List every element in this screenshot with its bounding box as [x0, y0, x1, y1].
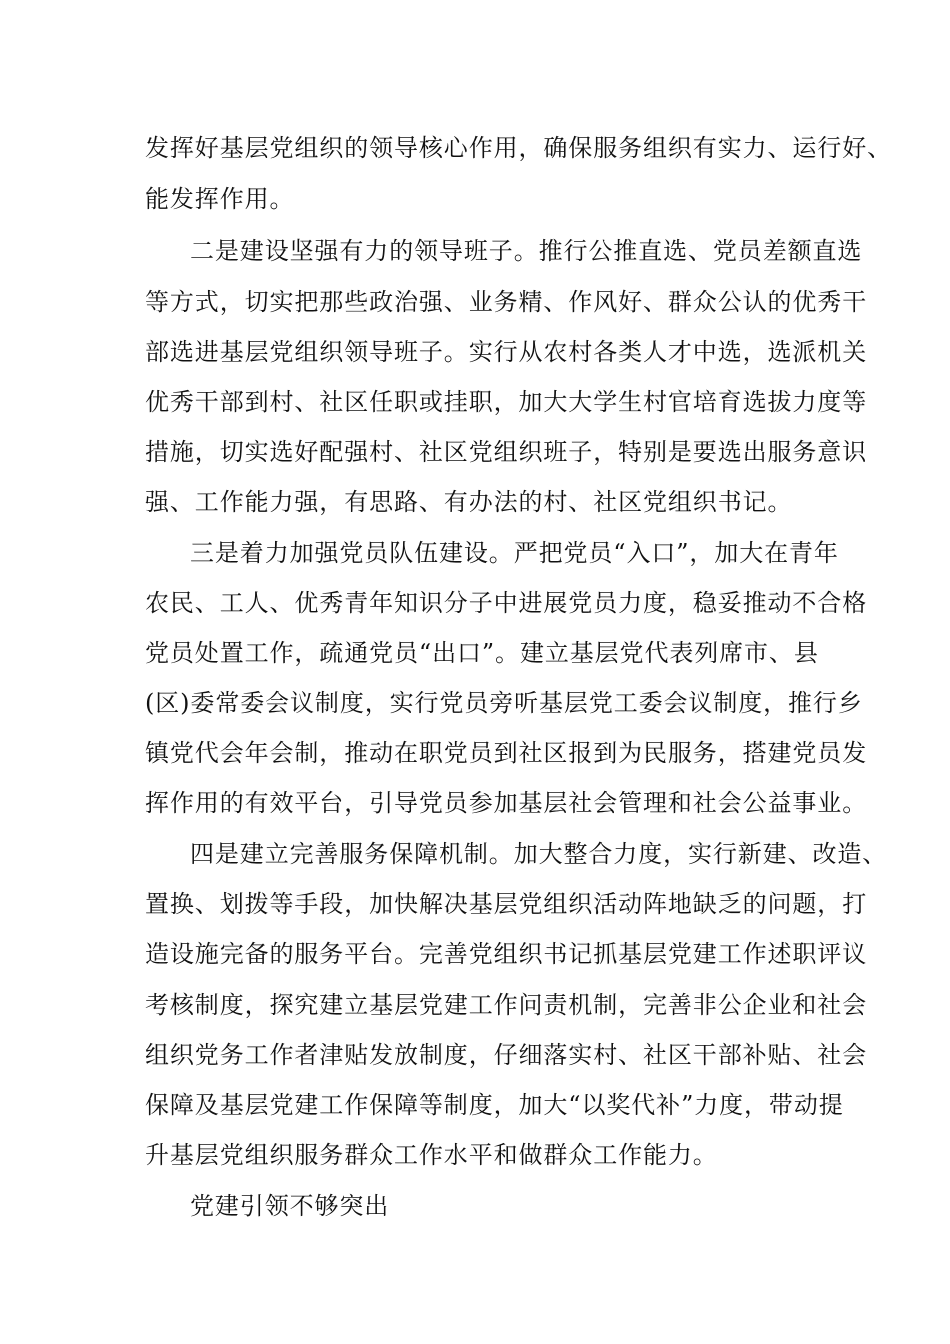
text-line: 党员处置工作，疏通党员“出口”。建立基层党代表列席市、县 [145, 639, 819, 667]
section-heading: 党建引领不够突出 [190, 1192, 390, 1220]
text-line: 镇党代会年会制，推动在职党员到社区报到为民服务，搭建党员发 [145, 739, 868, 767]
text-line: 能发挥作用。 [145, 185, 295, 213]
text-line: 发挥好基层党组织的领导核心作用，确保服务组织有实力、运行好、 [145, 134, 892, 162]
text-line: 保障及基层党建工作保障等制度，加大“以奖代补”力度，带动提 [145, 1091, 844, 1119]
text-line: 优秀干部到村、社区任职或挂职，加大大学生村官培育选拔力度等 [145, 388, 868, 416]
text-line: 组织党务工作者津贴发放制度，仔细落实村、社区干部补贴、社会 [145, 1041, 868, 1069]
paragraph-3-start: 三是着力加强党员队伍建设。严把党员“入口”，加大在青年 [190, 539, 839, 567]
text-line: 挥作用的有效平台，引导党员参加基层社会管理和社会公益事业。 [145, 789, 868, 817]
text-line: 农民、工人、优秀青年知识分子中进展党员力度，稳妥推动不合格 [145, 589, 868, 617]
text-line: (区)委常委会议制度，实行党员旁听基层党工委会议制度，推行乡 [145, 689, 863, 717]
paragraph-4-start: 四是建立完善服务保障机制。加大整合力度，实行新建、改造、 [190, 840, 888, 868]
text-line: 等方式，切实把那些政治强、业务精、作风好、群众公认的优秀干 [145, 288, 868, 316]
text-line: 措施，切实选好配强村、社区党组织班子，特别是要选出服务意识 [145, 438, 868, 466]
text-line: 强、工作能力强，有思路、有办法的村、社区党组织书记。 [145, 488, 793, 516]
text-line: 部选进基层党组织领导班子。实行从农村各类人才中选，选派机关 [145, 338, 868, 366]
text-line: 考核制度，探究建立基层党建工作问责机制，完善非公企业和社会 [145, 991, 868, 1019]
text-line: 升基层党组织服务群众工作水平和做群众工作能力。 [145, 1141, 718, 1169]
paragraph-2-start: 二是建设坚强有力的领导班子。推行公推直选、党员差额直选 [190, 237, 863, 265]
text-line: 造设施完备的服务平台。完善党组织书记抓基层党建工作述职评议 [145, 940, 868, 968]
text-line: 置换、划拨等手段，加快解决基层党组织活动阵地缺乏的问题，打 [145, 890, 868, 918]
